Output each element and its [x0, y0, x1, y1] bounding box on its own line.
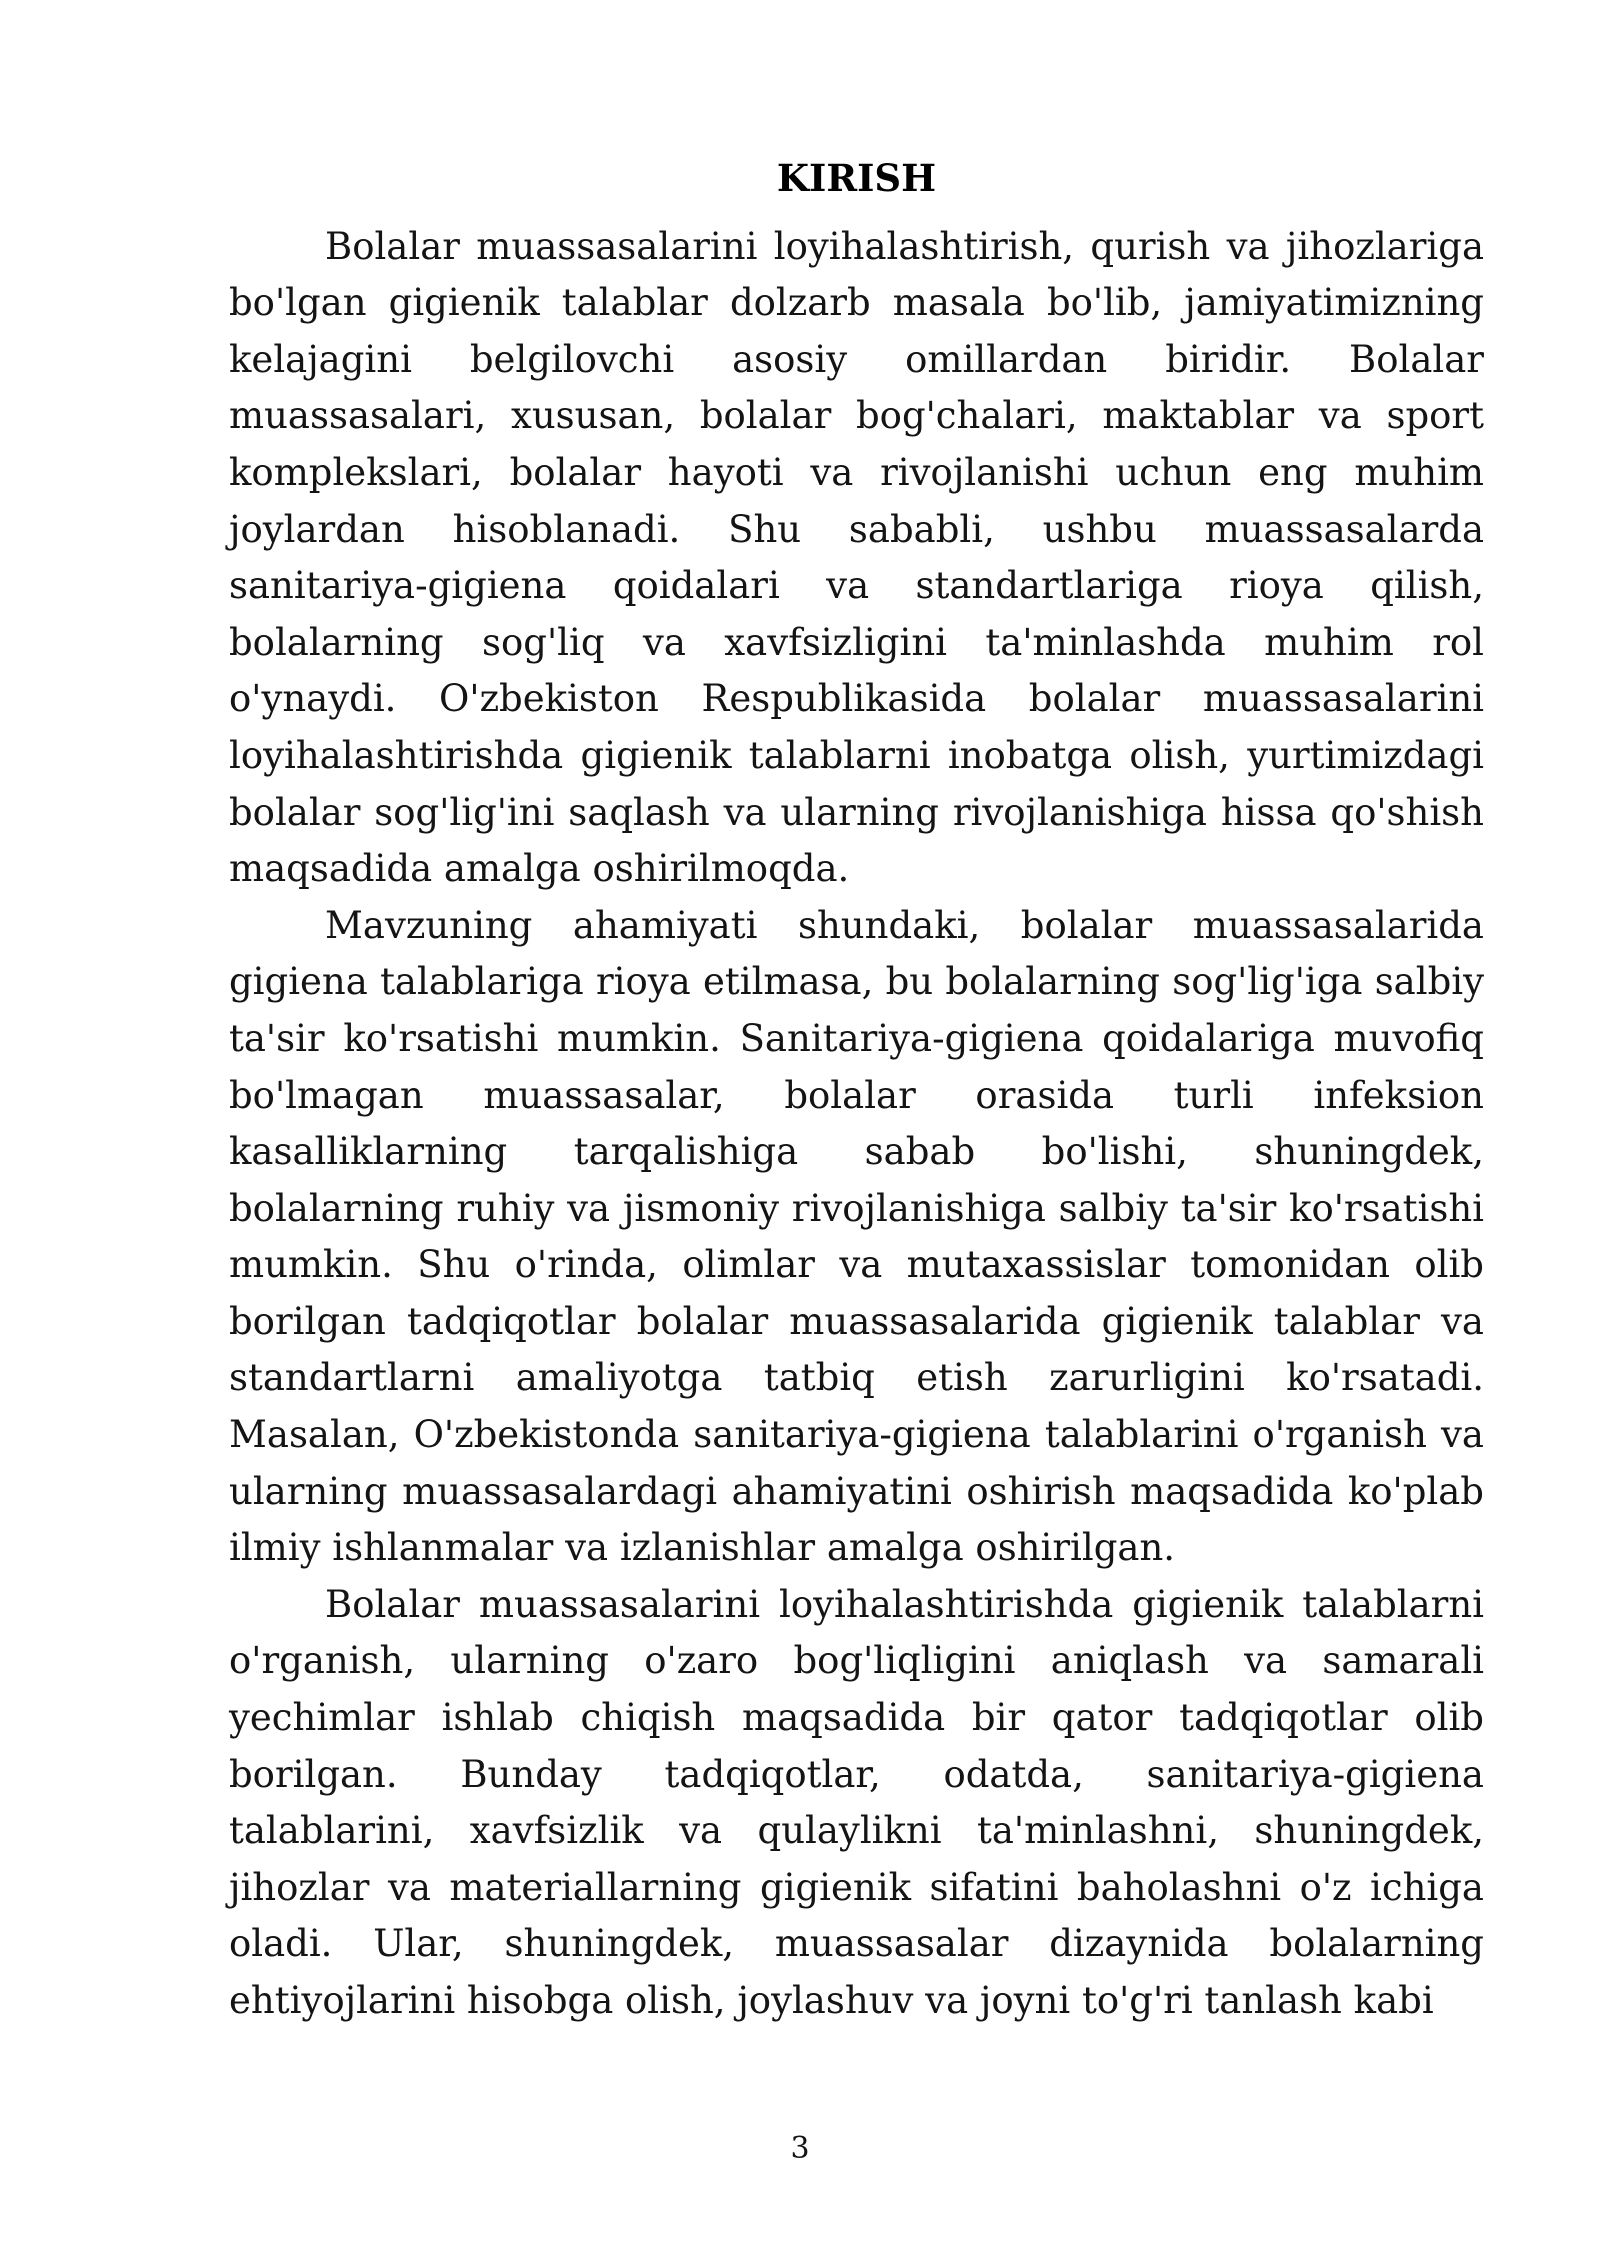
section-title: KIRISH: [776, 156, 937, 200]
paragraph-1: Bolalar muassasalarini loyihalashtirish, qurish va jihozlariga bo'lgan gigienik talablar dolzarb masala bo'lib, jamiyatimizning kelajagini belgilovchi asosiy omillardan biridir. Bolalar muassasalari, xususan, bolalar bog'chalari, maktablar va sport komplekslari, bolalar hayoti va rivojlanishi uchun eng muhim joylardan hisoblanadi. Shu sababli, ushbu muassasalarda sanitariya-gigiena qoidalari va standartlariga rioya qilish, bolalarning sog'liq va xavfsizligini ta'minlashda muhim rol o'ynaydi. O'zbekiston Respublikasida bolalar muassasalarini loyihalashtirishda gigienik talablarni inobatga olish, yurtimizdagi bolalar sog'lig'ini saqlash va ularning rivojlanishiga hissa qo'shish maqsadida amalga oshirilmoqda.: [229, 224, 1484, 891]
paragraph-2: Mavzuning ahamiyati shundaki, bolalar muassasalarida gigiena talablariga rioya etilmasa, bu bolalarning sog'lig'iga salbiy ta'sir ko'rsatishi mumkin. Sanitariya-gigiena qoidalariga muvofiq bo'lmagan muassasalar, bolalar orasida turli infeksion kasalliklarning tarqalishiga sabab bo'lishi, shuningdek, bolalarning ruhiy va jismoniy rivojlanishiga salbiy ta'sir ko'rsatishi mumkin. Shu o'rinda, olimlar va mutaxassislar tomonidan olib borilgan tadqiqotlar bolalar muassasalarida gigienik talablar va standartlarni amaliyotga tatbiq etish zarurligini ko'rsatadi. Masalan, O'zbekistonda sanitariya-gigiena talablarini o'rganish va ularning muassasalardagi ahamiyatini oshirish maqsadida ko'plab ilmiy ishlanmalar va izlanishlar amalga oshirilgan.: [229, 903, 1484, 1570]
document-body: [229, 150, 1484, 2030]
page-number: 3: [790, 2131, 810, 2166]
paragraph-3: Bolalar muassasalarini loyihalashtirishda gigienik talablarni o'rganish, ularning o'zaro bog'liqligini aniqlash va samarali yechimlar ishlab chiqish maqsadida bir qator tadqiqotlar olib borilgan. Bunday tadqiqotlar, odatda, sanitariya-gigiena talablarini, xavfsizlik va qulaylikni ta'minlashni, shuningdek, jihozlar va materiallarning gigienik sifatini baholashni o'z ichiga oladi. Ular, shuningdek, muassasalar dizaynida bolalarning ehtiyojlarini hisobga olish, joylashuv va joyni to'g'ri tanlash kabi: [229, 1582, 1484, 2022]
